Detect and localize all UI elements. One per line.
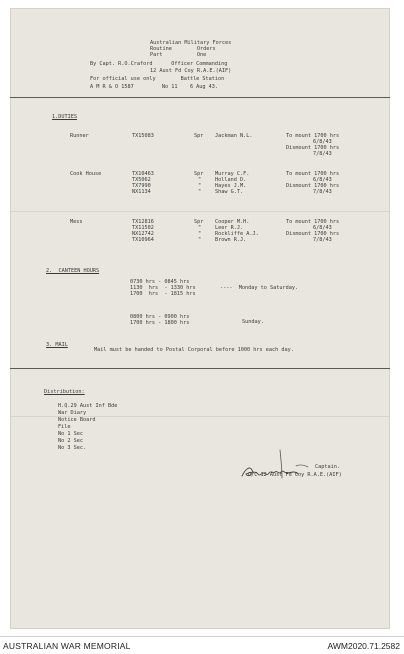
header-line7: A M R & O 1587 No 11 6 Aug 43. (90, 84, 219, 90)
cook-no: NX1134 (132, 189, 151, 195)
header-line1: Australian Military Forces (150, 40, 232, 46)
distribution-item: Notice Board (58, 417, 96, 423)
header-line6: For official use only Battle Station (90, 76, 225, 82)
section-mail-title: 3. MAIL (46, 342, 68, 348)
canteen-weekday-label: ---- Monday to Saturday. (220, 285, 299, 291)
mess-label: Mess (70, 219, 83, 225)
section-duties-title: 1.DUTIES (52, 114, 77, 120)
cook-rank: " (198, 177, 202, 183)
distribution-title: Distribution: (44, 389, 85, 395)
runner-label: Runner (70, 133, 89, 139)
document-sheet (10, 8, 390, 629)
signature-unit: O/C 12 Aust Fd Coy R.A.E.(AIF) (248, 472, 342, 478)
mess-rank: " (198, 225, 202, 231)
canteen-sunday-label: Sunday. (242, 319, 264, 325)
distribution-item: H.Q.29 Aust Inf Bde (58, 403, 118, 409)
fold-line (10, 211, 390, 212)
mess-name: Cooper M.H. (215, 219, 250, 225)
mess-no: TX11502 (132, 225, 154, 231)
mess-duty-2: 6/8/43 (313, 225, 332, 231)
mail-text: Mail must be handed to Postal Corporal before 1000 hrs each day. (94, 347, 294, 353)
runner-duty-3: Dismount 1700 hrs (286, 145, 340, 151)
footer-accession-number: AWM2020.71.2582 (327, 641, 400, 651)
canteen-weekday-time: 1130 hrs - 1330 hrs (130, 285, 196, 291)
canteen-sunday-time: 1700 hrs - 1800 hrs (130, 320, 190, 326)
distribution-item: No 2 Sec (58, 438, 83, 444)
mess-duty-4: 7/8/43 (313, 237, 332, 243)
cook-no: TX5062 (132, 177, 151, 183)
runner-duty-1: To mount 1700 hrs (286, 133, 340, 139)
cook-name: Holland D. (215, 177, 247, 183)
runner-duty-2: 6/8/43 (313, 139, 332, 145)
cook-name: Shaw G.T. (215, 189, 244, 195)
runner-no: TX15083 (132, 133, 154, 139)
cook-no: TX10463 (132, 171, 154, 177)
mess-rank: " (198, 231, 202, 237)
mess-rank: Spr (194, 219, 204, 225)
canteen-sunday-time: 0800 hrs - 0900 hrs (130, 314, 190, 320)
cook-label: Cook House (70, 171, 102, 177)
header-line3: Part One (150, 52, 207, 58)
canteen-weekday-time: 0730 hrs - 0845 hrs (130, 279, 190, 285)
cook-duty-2: 6/8/43 (313, 177, 332, 183)
mess-no: NX12742 (132, 231, 154, 237)
mess-name: Rockliffe A.J. (215, 231, 259, 237)
mess-name: Brown R.J. (215, 237, 247, 243)
mess-no: TX10964 (132, 237, 154, 243)
distribution-item: No 3 Sec. (58, 445, 87, 451)
cook-name: Hayes J.M. (215, 183, 247, 189)
mess-no: TX12816 (132, 219, 154, 225)
cook-name: Murray C.F. (215, 171, 250, 177)
mess-rank: " (198, 237, 202, 243)
runner-name: Jackman N.L. (215, 133, 253, 139)
rule-top (10, 97, 390, 98)
mess-name: Leer R.J. (215, 225, 244, 231)
canteen-weekday-time: 1700 hrs - 1815 hrs (130, 291, 196, 297)
cook-duty-4: 7/8/43 (313, 189, 332, 195)
distribution-item: No 1 Sec (58, 431, 83, 437)
section-canteen-title: 2. CANTEEN HOURS (46, 268, 100, 274)
signature-rank: Captain. (315, 464, 340, 470)
runner-rank: Spr (194, 133, 204, 139)
runner-duty-4: 7/8/43 (313, 151, 332, 157)
header-line2: Routine Orders (150, 46, 216, 52)
cook-duty-1: To mount 1700 hrs (286, 171, 340, 177)
footer-institution: AUSTRALIAN WAR MEMORIAL (3, 641, 131, 651)
archive-footer (0, 636, 404, 654)
mess-duty-3: Dismount 1700 hrs (286, 231, 340, 237)
header-line5: 12 Aust Fd Coy R.A.E.(AIF) (150, 68, 232, 74)
rule-bottom (10, 368, 390, 369)
cook-rank: " (198, 183, 202, 189)
mess-duty-1: To mount 1700 hrs (286, 219, 340, 225)
cook-duty-3: Dismount 1700 hrs (286, 183, 340, 189)
cook-rank: Spr (194, 171, 204, 177)
cook-no: TX7990 (132, 183, 151, 189)
handwritten-signature (240, 446, 320, 486)
distribution-item: War Diary (58, 410, 87, 416)
cook-rank: " (198, 189, 202, 195)
distribution-item: File (58, 424, 71, 430)
header-line4: By Capt. R.O.Craford Officer Commanding (90, 61, 228, 67)
